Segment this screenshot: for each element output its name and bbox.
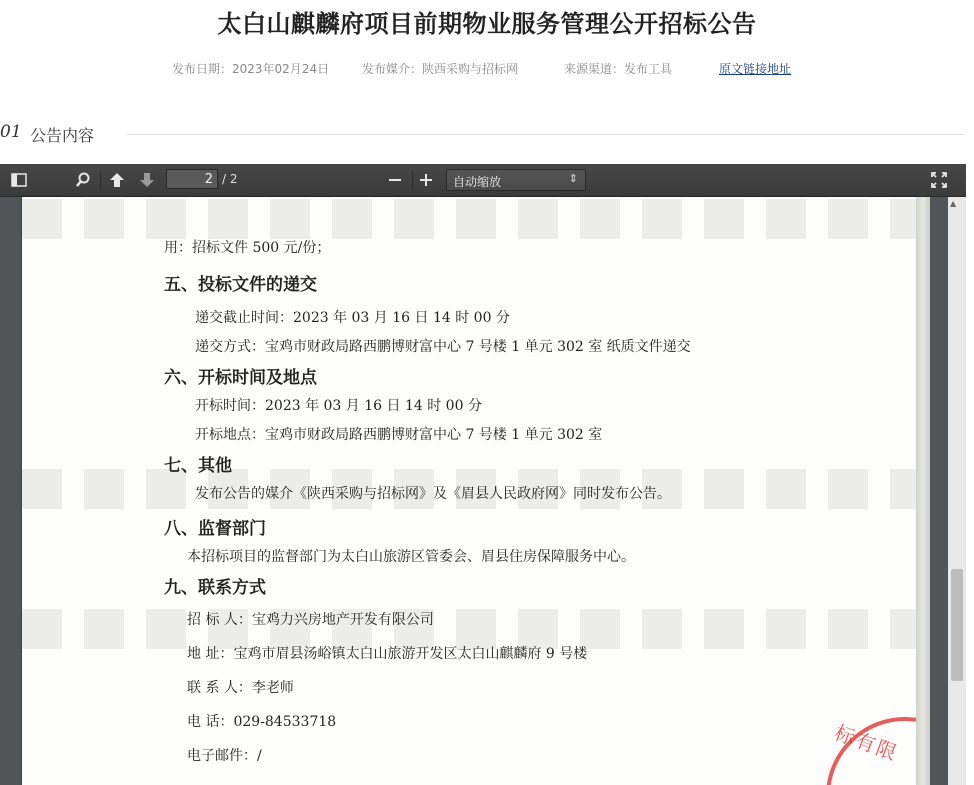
scroll-up-icon[interactable]: ▲ xyxy=(950,199,957,208)
arrow-up-icon[interactable] xyxy=(106,170,128,190)
section-label: 公告内容 xyxy=(30,126,95,145)
minus-icon[interactable] xyxy=(384,170,406,190)
doc-line: 开标时间：2023 年 03 月 16 日 14 时 00 分 xyxy=(195,398,482,414)
doc-line: 电 话：029-84533718 xyxy=(187,714,337,730)
zoom-value: 自动缩放 xyxy=(453,175,502,189)
doc-heading: 九、联系方式 xyxy=(164,578,266,598)
page-number-input[interactable] xyxy=(166,169,218,189)
toolbar-separator xyxy=(100,170,101,190)
source-channel: 来源渠道：发布工具 xyxy=(564,62,673,76)
publish-media: 发布媒介：陕西采购与招标网 xyxy=(362,62,519,76)
seal-text: 标有限 xyxy=(831,720,902,766)
doc-heading: 八、监督部门 xyxy=(164,519,266,539)
doc-heading: 六、开标时间及地点 xyxy=(164,368,317,388)
original-link[interactable]: 原文链接地址 xyxy=(719,62,792,76)
doc-heading: 五、投标文件的递交 xyxy=(164,275,317,295)
publish-date: 发布日期：2023年02月24日 xyxy=(172,62,330,76)
toolbar-separator xyxy=(412,170,413,190)
watermark-band xyxy=(22,199,916,239)
section-divider xyxy=(127,134,964,135)
doc-line: 电子邮件：/ xyxy=(187,748,262,764)
doc-line: 递交方式：宝鸡市财政局路西鹏博财富中心 7 号楼 1 单元 302 室 纸质文件递交 xyxy=(195,339,691,355)
doc-line: 联 系 人：李老师 xyxy=(187,680,294,696)
pdf-viewer xyxy=(0,164,966,785)
doc-line: 用：招标文件 500 元/份； xyxy=(164,240,331,256)
sidebar-toggle-icon[interactable] xyxy=(8,170,30,190)
page-title: 太白山麒麟府项目前期物业服务管理公开招标公告 xyxy=(217,10,757,38)
page-count: / 2 xyxy=(222,172,238,186)
document-area[interactable] xyxy=(0,197,966,785)
scrollbar-thumb[interactable] xyxy=(951,569,963,681)
arrow-down-icon[interactable] xyxy=(136,170,158,190)
doc-line: 递交截止时间：2023 年 03 月 16 日 14 时 00 分 xyxy=(195,310,510,326)
doc-line: 地 址：宝鸡市眉县汤峪镇太白山旅游开发区太白山麒麟府 9 号楼 xyxy=(187,646,588,662)
plus-icon[interactable] xyxy=(415,170,437,190)
doc-line: 招 标 人：宝鸡力兴房地产开发有限公司 xyxy=(187,612,434,628)
pdf-page xyxy=(22,197,916,785)
pdf-toolbar xyxy=(0,164,966,197)
doc-heading: 七、其他 xyxy=(164,456,232,476)
section-header xyxy=(0,122,974,146)
scrollbar[interactable] xyxy=(948,197,966,785)
chevron-updown-icon: ⇕ xyxy=(568,172,578,185)
zoom-select[interactable] xyxy=(446,169,586,191)
doc-line: 开标地点：宝鸡市财政局路西鹏博财富中心 7 号楼 1 单元 302 室 xyxy=(195,427,603,443)
fullscreen-icon[interactable] xyxy=(928,170,950,190)
section-number: 01 xyxy=(0,122,22,142)
page-edge xyxy=(916,197,930,785)
doc-line: 发布公告的媒介《陕西采购与招标网》及《眉县人民政府网》同时发布公告。 xyxy=(195,486,671,502)
search-icon[interactable] xyxy=(72,170,94,190)
doc-line: 本招标项目的监督部门为太白山旅游区管委会、眉县住房保障服务中心。 xyxy=(187,549,635,565)
